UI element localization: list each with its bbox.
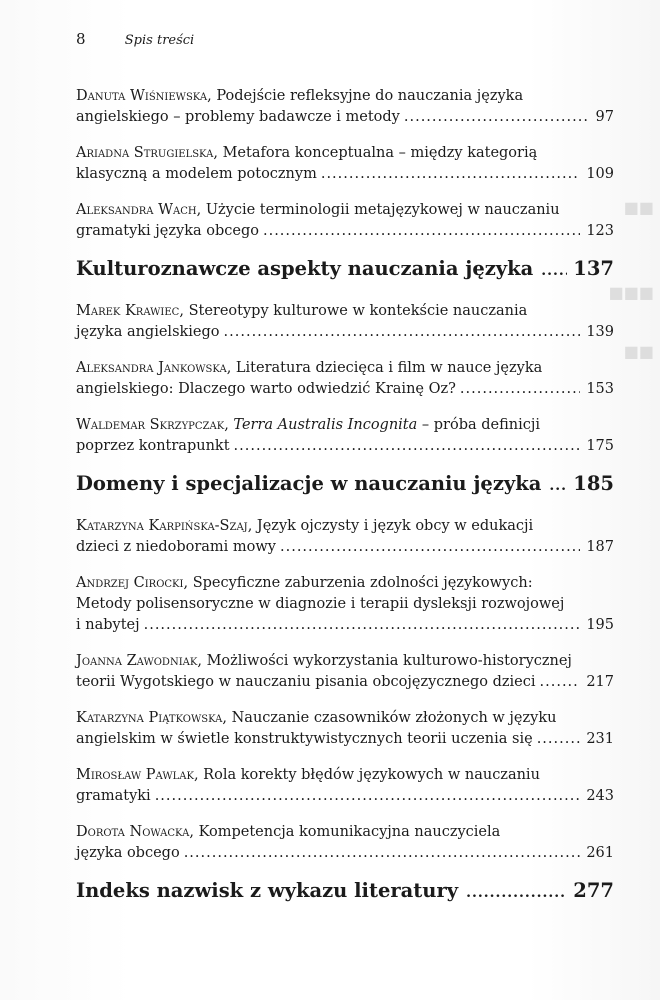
entry-last-line xyxy=(76,786,614,807)
entry-author: Aleksandra Wach xyxy=(76,202,197,218)
entry-title: Kompetencja komunikacyjna nauczyciela xyxy=(198,824,501,840)
entry-title-end: języka obcego xyxy=(76,845,180,861)
entry-author: Joanna Zawodniak xyxy=(76,653,198,669)
entry-author: Danuta Wiśniewska xyxy=(76,88,208,104)
entry-title-end: gramatyki języka obcego xyxy=(76,223,259,239)
entry-title-end: poprzez kontrapunkt xyxy=(76,438,230,454)
entry-page-number: 243 xyxy=(586,788,614,804)
entry-last-line xyxy=(76,436,614,457)
entry-last-line xyxy=(76,729,614,750)
entry-page-number: 139 xyxy=(586,324,614,340)
entry-title-end: dzieci z niedoborami mowy xyxy=(76,539,276,555)
entry-page-number: 231 xyxy=(586,731,614,747)
entry-page-number: 195 xyxy=(586,617,614,633)
entry-first-line: Marek Krawiec, Stereotypy kulturowe w kontekście nauczania xyxy=(76,303,528,319)
toc-entry xyxy=(76,200,614,242)
entry-first-line: Andrzej Cirocki, Specyficzne zaburzenia zdolności językowych: xyxy=(76,575,533,591)
entry-title-end: angielskiego – problemy badawcze i metody xyxy=(76,109,400,125)
entry-first-line: Katarzyna Piątkowska, Nauczanie czasowników złożonych w języku xyxy=(76,710,557,726)
entry-title: – próba definicji xyxy=(417,417,540,433)
entry-title: Stereotypy kulturowe w kontekście nauczania xyxy=(188,303,528,319)
entry-last-line xyxy=(76,379,614,400)
entry-page-number: 175 xyxy=(586,438,614,454)
entry-first-line: Katarzyna Karpińska-Szaj, Język ojczysty i język obcy w edukacji xyxy=(76,518,534,534)
entry-page-number: 187 xyxy=(586,539,614,555)
dot-leader xyxy=(541,259,567,283)
entry-last-line xyxy=(76,843,614,864)
page-number: 8 xyxy=(76,30,86,48)
toc-entry xyxy=(76,573,614,636)
entry-author: Mirosław Pawlak xyxy=(76,767,194,783)
dot-leader xyxy=(466,881,567,905)
dot-leader xyxy=(184,843,581,864)
entry-first-line: Joanna Zawodniak, Możliwości wykorzystania kulturowo-historycznej xyxy=(76,653,572,669)
section-page-number: 185 xyxy=(573,472,614,495)
section-page-number: 137 xyxy=(573,257,614,280)
toc-entry xyxy=(76,358,614,400)
dot-leader xyxy=(540,672,581,693)
entry-page-number: 153 xyxy=(586,381,614,397)
entry-title-end: teorii Wygotskiego w nauczaniu pisania obcojęzycznego dzieci xyxy=(76,674,536,690)
entry-author: Aleksandra Jankowska xyxy=(76,360,227,376)
dot-leader xyxy=(263,221,580,242)
dot-leader xyxy=(404,107,590,128)
dot-leader xyxy=(155,786,581,807)
entry-title-italic: Terra Australis Incognita xyxy=(233,417,418,433)
entry-last-line xyxy=(76,537,614,558)
entry-title-end: i nabytej xyxy=(76,617,140,633)
toc-entry xyxy=(76,822,614,864)
entry-first-line: Mirosław Pawlak, Rola korekty błędów językowych w nauczaniu xyxy=(76,767,540,783)
entry-first-line: Dorota Nowacka, Kompetencja komunikacyjna nauczyciela xyxy=(76,824,501,840)
entry-title: Język ojczysty i język obcy w edukacji xyxy=(256,518,534,534)
entry-title-end: języka angielskiego xyxy=(76,324,220,340)
section-heading xyxy=(76,472,614,498)
entry-page-number: 109 xyxy=(586,166,614,182)
entry-first-line: Danuta Wiśniewska, Podejście refleksyjne do nauczania języka xyxy=(76,88,524,104)
bleed-through-mark: ■■ xyxy=(623,342,654,361)
entry-page-number: 123 xyxy=(586,223,614,239)
entry-first-line: Aleksandra Wach, Użycie terminologii metajęzykowej w nauczaniu xyxy=(76,202,560,218)
section-title: Indeks nazwisk z wykazu literatury xyxy=(76,879,459,902)
table-of-contents xyxy=(76,86,614,923)
section-title: Domeny i specjalizacje w nauczaniu języka xyxy=(76,472,542,495)
entry-title: Literatura dziecięca i film w nauce języka xyxy=(235,360,543,376)
toc-entry xyxy=(76,651,614,693)
dot-leader xyxy=(224,322,581,343)
entry-title-end: klasyczną a modelem potocznym xyxy=(76,166,317,182)
entry-page-number: 97 xyxy=(595,109,614,125)
entry-title: Użycie terminologii metajęzykowej w nauczaniu xyxy=(205,202,560,218)
entry-author: Ariadna Strugielska xyxy=(76,145,214,161)
toc-entry xyxy=(76,765,614,807)
dot-leader xyxy=(234,436,581,457)
entry-title-end: gramatyki xyxy=(76,788,151,804)
entry-title: Metafora konceptualna – między kategorią xyxy=(222,145,538,161)
entry-title: Możliwości wykorzystania kulturowo-historycznej xyxy=(206,653,572,669)
running-title: Spis treści xyxy=(124,33,195,48)
running-header xyxy=(76,30,194,48)
entry-title: Specyficzne zaburzenia zdolności językowych: xyxy=(192,575,533,591)
section-title: Kulturoznawcze aspekty nauczania języka xyxy=(76,257,534,280)
section-heading xyxy=(76,879,614,905)
entry-first-line: Ariadna Strugielska, Metafora konceptualna – między kategorią xyxy=(76,145,538,161)
entry-last-line xyxy=(76,221,614,242)
dot-leader xyxy=(321,164,580,185)
dot-leader xyxy=(280,537,580,558)
toc-entry xyxy=(76,143,614,185)
entry-last-line xyxy=(76,615,614,636)
entry-first-line: Waldemar Skrzypczak, Terra Australis Incognita – próba definicji xyxy=(76,417,540,433)
entry-page-number: 217 xyxy=(586,674,614,690)
entry-title: Rola korekty błędów językowych w nauczaniu xyxy=(203,767,540,783)
entry-author: Dorota Nowacka xyxy=(76,824,190,840)
toc-entry xyxy=(76,415,614,457)
entry-title-end: angielskim w świetle konstruktywistycznych teorii uczenia się xyxy=(76,731,533,747)
toc-entry xyxy=(76,708,614,750)
entry-author: Katarzyna Karpińska-Szaj xyxy=(76,518,248,534)
entry-author: Waldemar Skrzypczak xyxy=(76,417,225,433)
entry-page-number: 261 xyxy=(586,845,614,861)
entry-title: Nauczanie czasowników złożonych w języku xyxy=(231,710,557,726)
entry-last-line xyxy=(76,164,614,185)
entry-middle-line: Metody polisensoryczne w diagnozie i terapii dysleksji rozwojowej xyxy=(76,596,565,612)
entry-last-line xyxy=(76,322,614,343)
dot-leader xyxy=(460,379,580,400)
section-page-number: 277 xyxy=(573,879,614,902)
entry-author: Katarzyna Piątkowska xyxy=(76,710,223,726)
dot-leader xyxy=(537,729,581,750)
bleed-through-mark: ■■■ xyxy=(608,283,654,302)
toc-entry xyxy=(76,301,614,343)
entry-first-line: Aleksandra Jankowska, Literatura dziecięca i film w nauce języka xyxy=(76,360,543,376)
section-heading xyxy=(76,257,614,283)
entry-last-line xyxy=(76,672,614,693)
entry-author: Marek Krawiec xyxy=(76,303,180,319)
entry-title: Podejście refleksyjne do nauczania języka xyxy=(216,88,524,104)
bleed-through-mark: ■■ xyxy=(623,198,654,217)
dot-leader xyxy=(549,474,567,498)
toc-entry xyxy=(76,516,614,558)
entry-title-end: angielskiego: Dlaczego warto odwiedzić Krainę Oz? xyxy=(76,381,456,397)
entry-author: Andrzej Cirocki xyxy=(76,575,184,591)
dot-leader xyxy=(144,615,581,636)
toc-entry xyxy=(76,86,614,128)
entry-last-line xyxy=(76,107,614,128)
